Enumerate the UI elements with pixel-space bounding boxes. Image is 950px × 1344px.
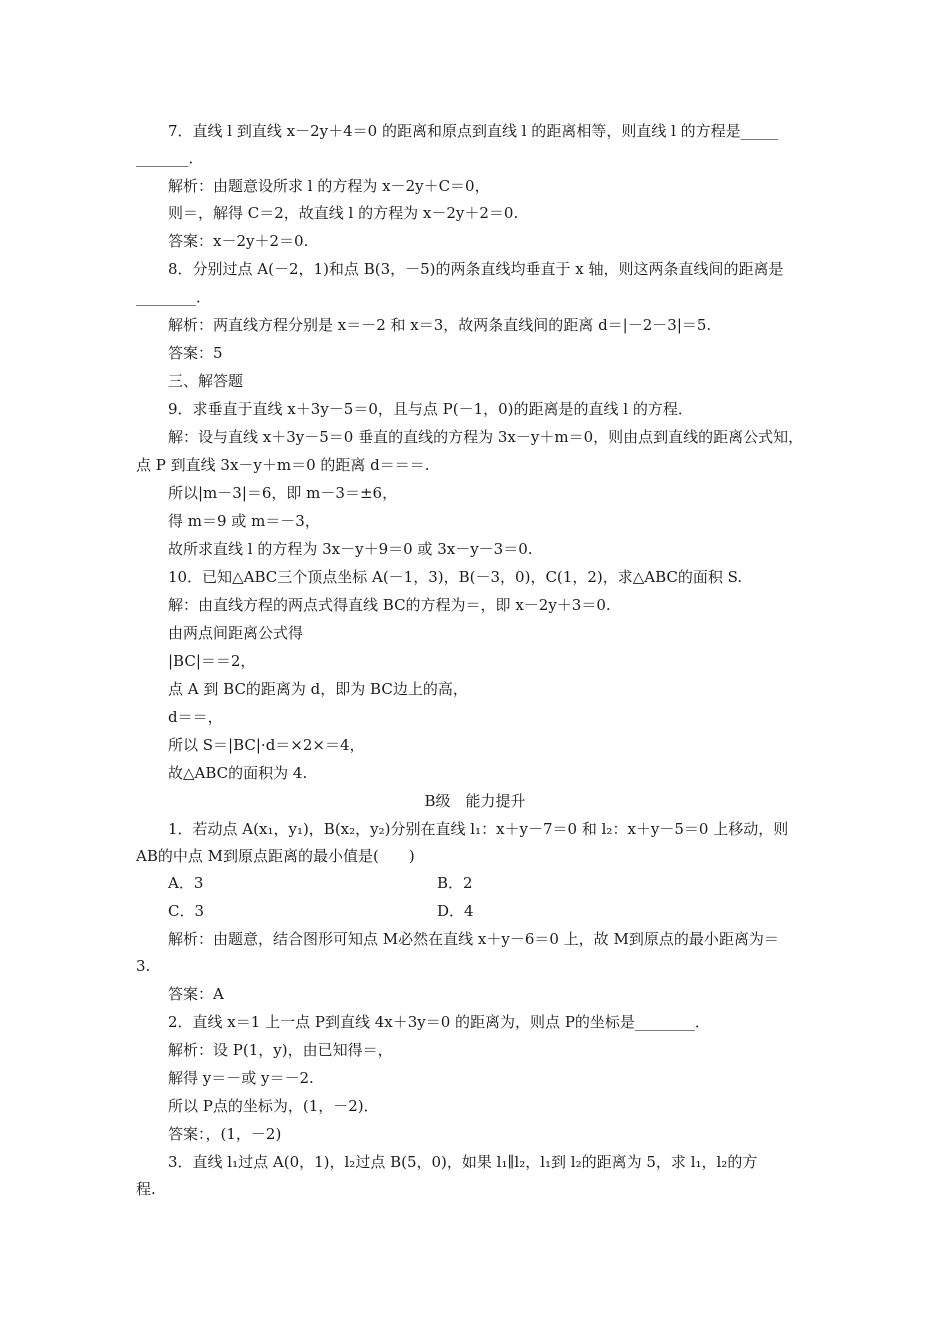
- q7-analysis: 解析：由题意设所求 l 的方程为 x－2y＋C＝0，: [168, 177, 490, 195]
- b1-answer: 答案：A: [168, 985, 224, 1003]
- b1-options-row-2: [0, 898, 950, 925]
- q10-stem: 10．已知△ABC三个顶点坐标 A(－1，3)，B(－3，0)，C(1，2)，求△ABC的面积 S.: [168, 568, 743, 586]
- b2-step: 所以 P点的坐标为，(1，－2)．: [168, 1097, 379, 1115]
- b1-analysis-cont: 3.: [136, 957, 151, 975]
- q9-step: 得 m＝9 或 m＝－3，: [168, 512, 320, 530]
- q10-step: 由两点间距离公式得: [168, 624, 304, 642]
- q10-solution: 解：由直线方程的两点式得直线 BC的方程为＝，即 x－2y＋3＝0.: [168, 596, 611, 614]
- b1-analysis: 解析：由题意，结合图形可知点 M必然在直线 x＋y－6＝0 上，故 M到原点的最小距离为＝: [168, 930, 779, 948]
- q8-stem: 8．分别过点 A(－2，1)和点 B(3，－5)的两条直线均垂直于 x 轴，则这两条直线间的距离是: [168, 260, 784, 278]
- q8-analysis: 解析：两直线方程分别是 x＝－2 和 x＝3，故两条直线间的距离 d＝|－2－3|＝5.: [168, 316, 712, 334]
- b1-stem: 1．若动点 A(x₁，y₁)，B(x₂，y₂)分别在直线 l₁：x＋y－7＝0 和 l₂：x＋y－5＝0 上移动，则: [168, 820, 789, 838]
- q7-analysis-cont: 则＝，解得 C＝2，故直线 l 的方程为 x－2y＋2＝0.: [168, 204, 519, 222]
- q7-blank: _______．: [136, 149, 204, 167]
- q10-conclusion: 故△ABC的面积为 4.: [168, 764, 308, 782]
- b2-step: 解得 y＝－或 y＝－2.: [168, 1069, 314, 1087]
- b3-stem: 3．直线 l₁过点 A(0，1)，l₂过点 B(5，0)，如果 l₁∥l₂，l₁到 l₂的距离为 5，求 l₁，l₂的方: [168, 1153, 758, 1171]
- q10-step: 所以 S＝|BC|·d＝×2×＝4，: [168, 736, 365, 754]
- q9-conclusion: 故所求直线 l 的方程为 3x－y＋9＝0 或 3x－y－3＝0.: [168, 540, 533, 558]
- q7-stem: 7．直线 l 到直线 x－2y＋4＝0 的距离和原点到直线 l 的距离相等，则直线 l 的方程是_____: [168, 122, 779, 140]
- q9-solution: 解：设与直线 x＋3y－5＝0 垂直的直线的方程为 3x－y＋m＝0，则由点到直线的距离公式知，: [168, 428, 804, 446]
- b2-answer: 答案：，(1，－2): [168, 1125, 282, 1143]
- q10-step: |BC|＝＝2，: [168, 652, 256, 670]
- level-b-heading: B级 能力提升: [424, 792, 526, 810]
- q9-stem: 9．求垂直于直线 x＋3y－5＝0，且与点 P(－1，0)的距离是的直线 l 的方程．: [168, 400, 693, 418]
- option-b: B．2: [437, 874, 473, 892]
- q10-step: 点 A 到 BC的距离为 d，即为 BC边上的高，: [168, 680, 468, 698]
- b1-stem-cont: AB的中点 M到原点距离的最小值是( ): [136, 847, 415, 865]
- q8-blank: ________．: [136, 288, 212, 306]
- option-c: C．3: [168, 902, 205, 920]
- b2-stem: 2．直线 x＝1 上一点 P到直线 4x＋3y＝0 的距离为，则点 P的坐标是________．: [168, 1013, 710, 1031]
- q9-solution-cont: 点 P 到直线 3x－y＋m＝0 的距离 d＝＝＝.: [136, 456, 430, 474]
- section-heading: 三、解答题: [168, 372, 244, 390]
- option-a: A．3: [168, 874, 204, 892]
- q7-answer: 答案：x－2y＋2＝0.: [168, 232, 309, 250]
- b1-options-row-1: [0, 870, 950, 897]
- b3-stem-cont: 程.: [136, 1180, 156, 1198]
- q9-step: 所以|m－3|＝6，即 m－3＝±6，: [168, 484, 398, 502]
- option-d: D．4: [437, 902, 474, 920]
- q8-answer: 答案：5: [168, 344, 223, 362]
- b2-analysis: 解析：设 P(1，y)，由已知得＝，: [168, 1041, 393, 1059]
- q10-step: d＝＝，: [168, 708, 223, 726]
